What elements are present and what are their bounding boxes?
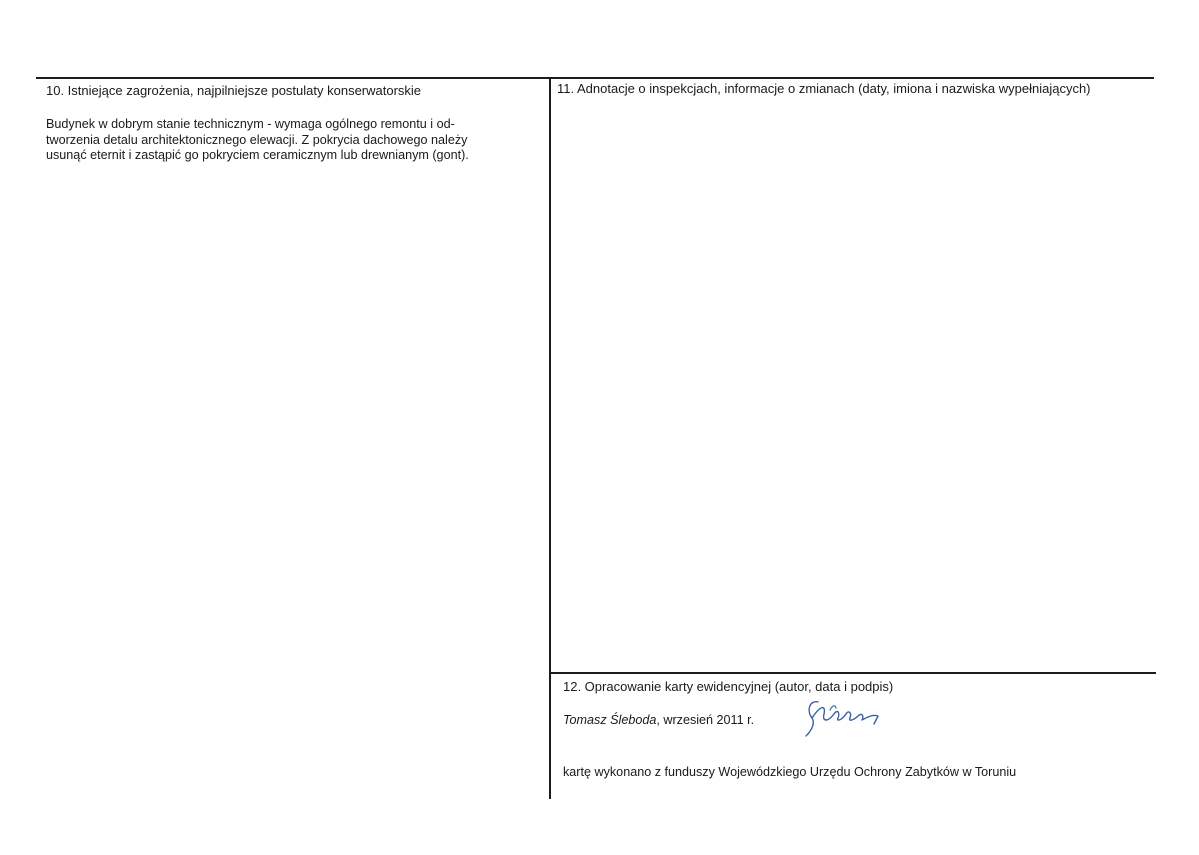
section-10-body-line-1: Budynek w dobrym stanie technicznym - wymaga ogólnego remontu i od- bbox=[46, 117, 455, 131]
section-10-heading: 10. Istniejące zagrożenia, najpilniejsze postulaty konserwatorskie bbox=[46, 83, 422, 98]
section-10-body-line-3: usunąć eternit i zastąpić go pokryciem ceramicznym lub drewnianym (gont). bbox=[46, 148, 469, 162]
author-date-line bbox=[563, 712, 754, 728]
handwritten-signature bbox=[800, 696, 884, 744]
section-10-body bbox=[46, 117, 541, 164]
section-11-heading: 11. Adnotacje o inspekcjach, informacje o zmianach (daty, imiona i nazwiska wypełniających) bbox=[557, 81, 1091, 96]
top-border-line bbox=[36, 77, 1154, 79]
author-date: , wrzesień 2011 r. bbox=[656, 713, 755, 727]
author-name: Tomasz Śleboda bbox=[563, 713, 657, 727]
section-12-heading: 12. Opracowanie karty ewidencyjnej (autor, data i podpis) bbox=[563, 679, 894, 694]
column-divider-line bbox=[549, 77, 551, 799]
funding-note: kartę wykonano z funduszy Wojewódzkiego Urzędu Ochrony Zabytków w Toruniu bbox=[563, 765, 1017, 779]
section-12-top-line bbox=[549, 672, 1156, 674]
section-10-body-line-2: tworzenia detalu architektonicznego elewacji. Z pokrycia dachowego należy bbox=[46, 132, 468, 147]
